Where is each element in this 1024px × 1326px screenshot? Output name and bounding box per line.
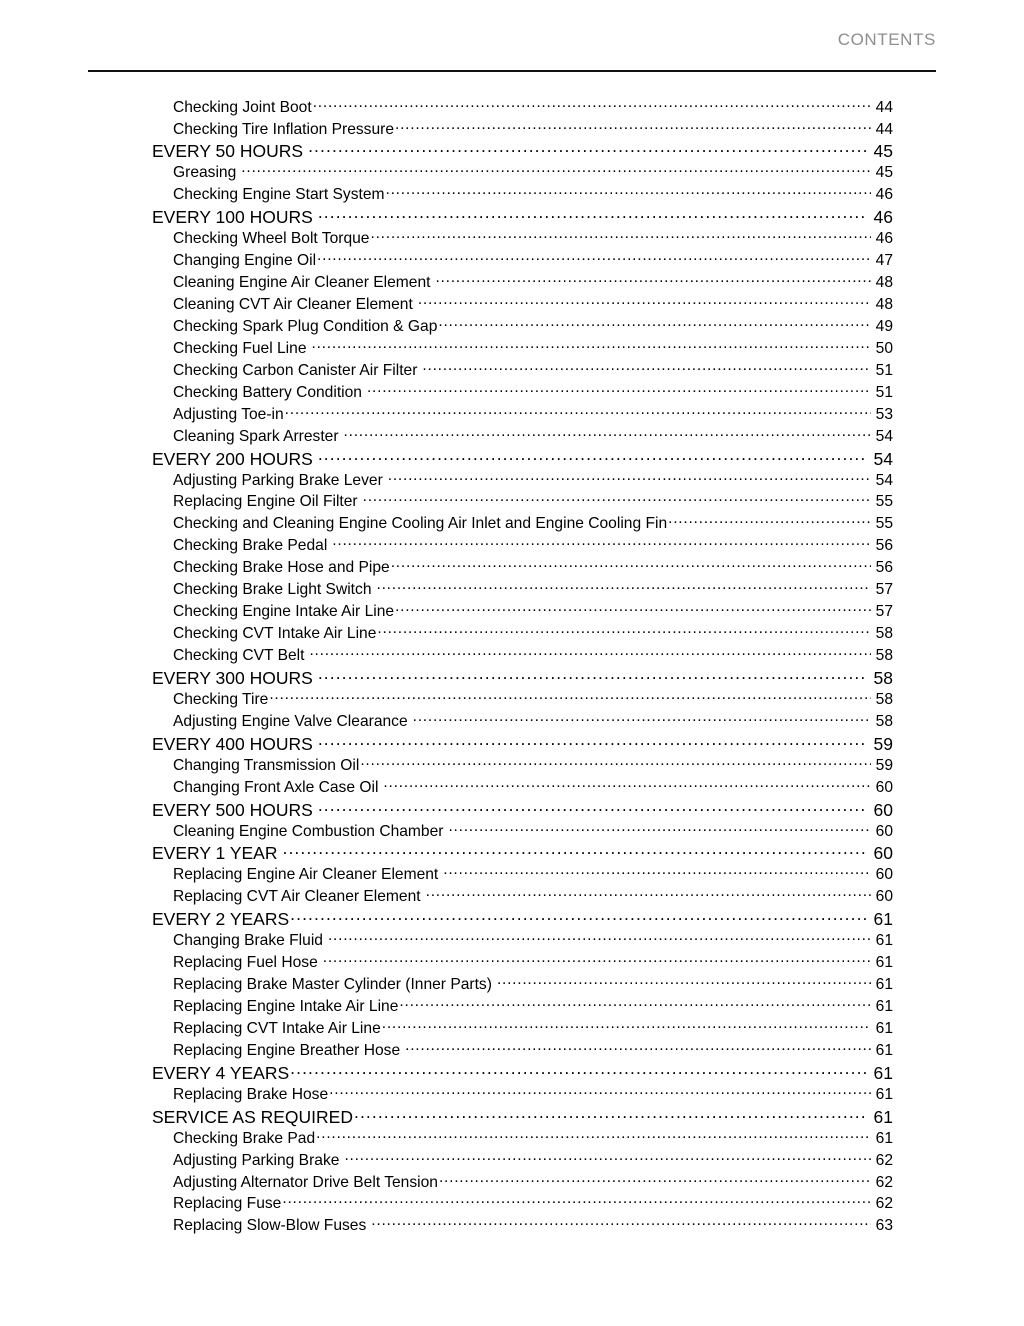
toc-entry-title: Checking Brake Pedal [173, 537, 328, 555]
toc-section-heading[interactable] [0, 1061, 1024, 1083]
toc-dot-leader [332, 535, 871, 551]
toc-entry-title: EVERY 4 YEARS [152, 1062, 290, 1083]
toc-dot-leader [317, 250, 871, 266]
toc-dot-leader [383, 776, 871, 792]
toc-page-number: 58 [875, 647, 893, 665]
toc-entry[interactable] [0, 754, 1024, 776]
toc-dot-leader [497, 974, 871, 990]
toc-dot-leader [418, 293, 871, 309]
toc-dot-leader [318, 447, 868, 465]
toc-dot-leader [309, 644, 871, 660]
toc-page-number: 51 [875, 383, 893, 401]
toc-page-number: 58 [875, 712, 893, 730]
toc-dot-leader [318, 732, 868, 750]
toc-dot-leader [241, 162, 871, 178]
toc-page-number: 56 [875, 537, 893, 555]
toc-page-number: 59 [873, 733, 893, 754]
toc-entry[interactable] [0, 272, 1024, 294]
toc-dot-leader [377, 579, 872, 595]
toc-page-number: 58 [873, 667, 893, 688]
toc-entry-title: Checking CVT Intake Air Line [173, 625, 377, 643]
toc-entry[interactable] [0, 250, 1024, 272]
toc-dot-leader [290, 1061, 868, 1079]
toc-dot-leader [269, 688, 871, 704]
page-header [88, 30, 936, 56]
toc-entry-title: EVERY 2 YEARS [152, 909, 290, 930]
toc-entry-title: EVERY 300 HOURS [152, 667, 313, 688]
toc-entry[interactable] [0, 1171, 1024, 1193]
toc-dot-leader [382, 1017, 871, 1033]
toc-page-number: 61 [875, 954, 893, 972]
toc-entry-title: Checking and Cleaning Engine Cooling Air Inlet and Engine Cooling Fin [173, 515, 668, 533]
toc-entry-title: Checking Tire [173, 690, 269, 708]
toc-dot-leader [391, 557, 871, 573]
toc-entry-title: Checking Engine Start System [173, 186, 385, 204]
toc-dot-leader [367, 381, 871, 397]
toc-section-heading[interactable] [0, 140, 1024, 162]
toc-dot-leader [308, 140, 868, 158]
toc-page-number: 61 [873, 909, 893, 930]
toc-page-number: 57 [875, 603, 893, 621]
toc-dot-leader [426, 886, 871, 902]
toc-page-number: 53 [875, 405, 893, 423]
toc-dot-leader [435, 272, 871, 288]
toc-entry-title: EVERY 500 HOURS [152, 799, 313, 820]
toc-entry[interactable] [0, 820, 1024, 842]
toc-entry[interactable] [0, 688, 1024, 710]
toc-entry-title: Checking Spark Plug Condition & Gap [173, 317, 438, 335]
toc-dot-leader [438, 315, 871, 331]
toc-entry-title: Replacing Slow-Blow Fuses [173, 1217, 367, 1235]
toc-entry-title: Changing Front Axle Case Oil [173, 778, 379, 796]
toc-entry-title: Replacing CVT Air Cleaner Element [173, 888, 421, 906]
toc-page-number: 61 [875, 1041, 893, 1059]
toc-page-number: 54 [875, 427, 893, 445]
toc-page-number: 49 [875, 317, 893, 335]
toc-entry-title: Checking Brake Light Switch [173, 581, 372, 599]
toc-dot-leader [443, 864, 871, 880]
toc-dot-leader [312, 337, 872, 353]
toc-dot-leader [422, 359, 871, 375]
toc-entry-title: EVERY 200 HOURS [152, 448, 313, 469]
toc-dot-leader [283, 842, 869, 860]
toc-entry-title: SERVICE AS REQUIRED [152, 1106, 353, 1127]
toc-entry[interactable] [0, 96, 1024, 118]
toc-section-heading[interactable] [0, 732, 1024, 754]
toc-page-number: 46 [875, 230, 893, 248]
toc-entry[interactable] [0, 864, 1024, 886]
toc-entry[interactable] [0, 403, 1024, 425]
toc-entry[interactable] [0, 952, 1024, 974]
toc-dot-leader [318, 206, 868, 224]
toc-page-number: 61 [875, 1085, 893, 1103]
toc-entry[interactable] [0, 1017, 1024, 1039]
toc-dot-leader [282, 1193, 871, 1209]
toc-section-heading[interactable] [0, 206, 1024, 228]
toc-page-number: 62 [875, 1195, 893, 1213]
toc-entry-title: Adjusting Parking Brake Lever [173, 471, 383, 489]
toc-dot-leader [290, 908, 868, 926]
toc-page-number: 61 [875, 932, 893, 950]
toc-entry[interactable] [0, 535, 1024, 557]
toc-dot-leader [329, 1083, 871, 1099]
toc-entry[interactable] [0, 184, 1024, 206]
toc-entry-title: Cleaning Engine Combustion Chamber [173, 822, 444, 840]
toc-page-number: 61 [875, 976, 893, 994]
toc-dot-leader [318, 798, 868, 816]
toc-entry[interactable] [0, 293, 1024, 315]
toc-page-number: 60 [873, 799, 893, 820]
toc-entry-title: Checking Engine Intake Air Line [173, 603, 395, 621]
toc-dot-leader [344, 1149, 871, 1165]
toc-dot-leader [371, 1215, 871, 1231]
toc-page-number: 50 [875, 339, 893, 357]
toc-dot-leader [344, 425, 871, 441]
toc-page-number: 45 [873, 141, 893, 162]
toc-entry[interactable] [0, 1039, 1024, 1061]
toc-dot-leader [313, 96, 871, 112]
toc-entry-title: Replacing Engine Intake Air Line [173, 998, 399, 1016]
toc-section-heading[interactable] [0, 842, 1024, 864]
toc-entry-title: Checking Battery Condition [173, 383, 362, 401]
toc-entry[interactable] [0, 513, 1024, 535]
toc-entry-title: Replacing Fuel Hose [173, 954, 318, 972]
toc-entry[interactable] [0, 623, 1024, 645]
toc-page-number: 61 [875, 1019, 893, 1037]
toc-entry-title: Checking Wheel Bolt Torque [173, 230, 370, 248]
toc-page-number: 55 [875, 493, 893, 511]
toc-dot-leader [354, 1105, 868, 1123]
toc-dot-leader [363, 491, 871, 507]
toc-page-number: 44 [875, 98, 893, 116]
toc-entry-title: EVERY 400 HOURS [152, 733, 313, 754]
toc-entry-title: Checking Fuel Line [173, 339, 307, 357]
toc-entry[interactable] [0, 886, 1024, 908]
toc-entry[interactable] [0, 710, 1024, 732]
toc-entry[interactable] [0, 776, 1024, 798]
toc-page-number: 61 [873, 1062, 893, 1083]
toc-page-number: 60 [875, 866, 893, 884]
toc-page-number: 54 [873, 448, 893, 469]
toc-entry[interactable] [0, 118, 1024, 140]
toc-dot-leader [388, 469, 871, 485]
toc-entry-title: Adjusting Engine Valve Clearance [173, 712, 408, 730]
toc-section-heading[interactable] [0, 447, 1024, 469]
toc-page-number: 51 [875, 361, 893, 379]
toc-page-number: 61 [873, 1106, 893, 1127]
toc-page-number: 56 [875, 559, 893, 577]
toc-dot-leader [323, 952, 871, 968]
toc-page-number: 48 [875, 274, 893, 292]
toc-page-number: 60 [875, 822, 893, 840]
toc-entry-title: Adjusting Parking Brake [173, 1151, 340, 1169]
toc-page-number: 58 [875, 690, 893, 708]
toc-entry[interactable] [0, 228, 1024, 250]
toc-entry[interactable] [0, 644, 1024, 666]
toc-entry-title: EVERY 1 YEAR [152, 843, 278, 864]
toc-page-number: 44 [875, 120, 893, 138]
toc-page-number: 45 [875, 164, 893, 182]
toc-entry[interactable] [0, 557, 1024, 579]
toc-entry[interactable] [0, 1149, 1024, 1171]
toc-entry[interactable] [0, 995, 1024, 1017]
toc-entry-title: Cleaning Spark Arrester [173, 427, 339, 445]
toc-entry[interactable] [0, 469, 1024, 491]
toc-page-number: 61 [875, 1129, 893, 1147]
toc-page-number: 55 [875, 515, 893, 533]
toc-section-heading[interactable] [0, 666, 1024, 688]
toc-page-number: 57 [875, 581, 893, 599]
toc-entry-title: Checking Joint Boot [173, 98, 312, 116]
toc-entry-title: Checking Tire Inflation Pressure [173, 120, 395, 138]
toc-entry[interactable] [0, 359, 1024, 381]
toc-entry[interactable] [0, 1215, 1024, 1237]
toc-entry-title: Replacing Fuse [173, 1195, 282, 1213]
toc-dot-leader [395, 601, 871, 617]
toc-entry-title: Replacing Brake Hose [173, 1085, 329, 1103]
toc-page-number: 59 [875, 756, 893, 774]
toc-entry[interactable] [0, 381, 1024, 403]
toc-entry-title: Checking Brake Pad [173, 1129, 316, 1147]
table-of-contents [0, 96, 1024, 1237]
toc-entry[interactable] [0, 579, 1024, 601]
toc-entry[interactable] [0, 491, 1024, 513]
toc-entry-title: Greasing [173, 164, 237, 182]
toc-entry-title: Replacing Engine Air Cleaner Element [173, 866, 439, 884]
toc-entry-title: Replacing Brake Master Cylinder (Inner Parts) [173, 976, 492, 994]
toc-entry[interactable] [0, 930, 1024, 952]
toc-entry-title: Checking CVT Belt [173, 647, 305, 665]
toc-dot-leader [370, 228, 871, 244]
toc-dot-leader [395, 118, 871, 134]
toc-entry-title: Replacing Engine Oil Filter [173, 493, 358, 511]
toc-dot-leader [360, 754, 871, 770]
toc-entry[interactable] [0, 601, 1024, 623]
toc-entry-title: Replacing Engine Breather Hose [173, 1041, 401, 1059]
toc-page-number: 46 [875, 186, 893, 204]
toc-dot-leader [318, 666, 868, 684]
toc-page-number: 48 [875, 296, 893, 314]
toc-page-number: 58 [875, 625, 893, 643]
toc-page-number: 62 [875, 1173, 893, 1191]
toc-entry[interactable] [0, 425, 1024, 447]
toc-entry-title: EVERY 100 HOURS [152, 207, 313, 228]
toc-entry-title: Changing Brake Fluid [173, 932, 323, 950]
toc-entry-title: Checking Carbon Canister Air Filter [173, 361, 418, 379]
page-header-title: CONTENTS [837, 30, 936, 49]
toc-entry-title: Changing Engine Oil [173, 252, 317, 270]
toc-dot-leader [405, 1039, 871, 1055]
toc-entry-title: Checking Brake Hose and Pipe [173, 559, 390, 577]
toc-entry-title: Adjusting Alternator Drive Belt Tension [173, 1173, 438, 1191]
toc-page-number: 54 [875, 471, 893, 489]
toc-entry[interactable] [0, 337, 1024, 359]
toc-dot-leader [328, 930, 871, 946]
toc-entry-title: Cleaning CVT Air Cleaner Element [173, 296, 413, 314]
toc-page-number: 60 [875, 888, 893, 906]
toc-page-number: 60 [875, 778, 893, 796]
toc-dot-leader [668, 513, 871, 529]
toc-entry[interactable] [0, 1083, 1024, 1105]
toc-section-heading[interactable] [0, 798, 1024, 820]
toc-dot-leader [399, 995, 871, 1011]
toc-dot-leader [385, 184, 871, 200]
toc-entry-title: Replacing CVT Intake Air Line [173, 1019, 381, 1037]
toc-entry[interactable] [0, 315, 1024, 337]
toc-page-number: 61 [875, 998, 893, 1016]
toc-entry-title: EVERY 50 HOURS [152, 141, 304, 162]
toc-section-heading[interactable] [0, 1105, 1024, 1127]
toc-entry[interactable] [0, 1193, 1024, 1215]
toc-dot-leader [413, 710, 871, 726]
toc-entry[interactable] [0, 162, 1024, 184]
toc-entry-title: Adjusting Toe-in [173, 405, 284, 423]
header-divider-rule [88, 70, 936, 72]
toc-page-number: 63 [875, 1217, 893, 1235]
toc-page-number: 46 [873, 207, 893, 228]
toc-entry[interactable] [0, 974, 1024, 996]
toc-dot-leader [316, 1127, 871, 1143]
toc-page-number: 47 [875, 252, 893, 270]
toc-page-number: 62 [875, 1151, 893, 1169]
toc-dot-leader [448, 820, 871, 836]
toc-entry-title: Changing Transmission Oil [173, 756, 360, 774]
toc-page-number: 60 [873, 843, 893, 864]
toc-dot-leader [377, 623, 871, 639]
toc-entry-title: Cleaning Engine Air Cleaner Element [173, 274, 431, 292]
toc-dot-leader [285, 403, 871, 419]
toc-entry[interactable] [0, 1127, 1024, 1149]
toc-dot-leader [439, 1171, 871, 1187]
toc-section-heading[interactable] [0, 908, 1024, 930]
